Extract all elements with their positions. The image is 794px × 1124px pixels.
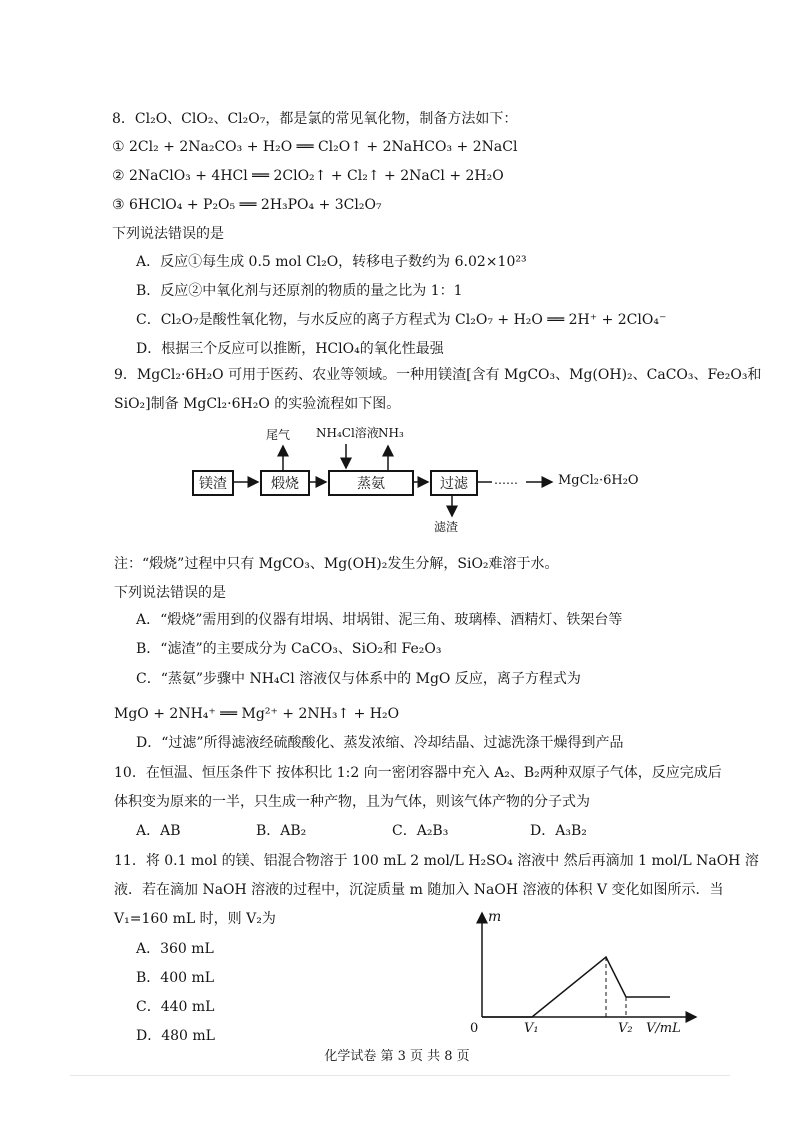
flow-box-ammonia-steaming: 蒸氨: [328, 470, 414, 496]
q9-stem-line-1: 9．MgCl₂·6H₂O 可用于医药、农业等领域。一种用镁渣[含有 MgCO₃、Mg(OH)₂、CaCO₃、Fe₂O₃和: [114, 367, 762, 383]
page-footer: 化学试卷 第 3 页 共 8 页: [324, 1049, 470, 1064]
q11-option-c: C．440 mL: [136, 999, 215, 1015]
q9-option-b: B．“滤渣”的主要成分为 CaCO₃、SiO₂和 Fe₂O₃: [136, 641, 442, 657]
q10-option-a: A．AB: [136, 823, 181, 839]
q8-option-b: B．反应②中氧化剂与还原剂的物质的量之比为 1：1: [136, 283, 463, 299]
q9-question: 下列说法错误的是: [114, 585, 226, 601]
q10-stem-line-2: 体积变为原来的一半，只生成一种产物，且为气体，则该气体产物的分子式为: [114, 794, 590, 810]
flow-box-filtration: 过滤: [430, 470, 478, 496]
flow-label-tail-gas: 尾气: [266, 428, 291, 442]
q11-stem-line-1: 11．将 0.1 mol 的镁、铝混合物溶于 100 mL 2 mol/L H₂SO₄ 溶液中 然后再滴加 1 mol/L NaOH 溶: [114, 853, 759, 869]
q8-option-d: D．根据三个反应可以推断，HClO₄的氧化性最强: [136, 341, 444, 357]
q11-stem-line-3: V₁=160 mL 时，则 V₂为: [114, 911, 276, 927]
graph-x-unit: V/mL: [646, 1021, 681, 1036]
flow-label-dots: ……: [494, 473, 518, 487]
q11-option-b: B．400 mL: [136, 970, 215, 986]
q10-option-c: C．A₂B₃: [392, 823, 449, 839]
graph-y-label: m: [488, 909, 502, 925]
flow-label-nh3: NH₃: [378, 426, 404, 440]
q9-stem-line-2: SiO₂]制备 MgCl₂·6H₂O 的实验流程如下图。: [114, 396, 401, 412]
flow-label-product: MgCl₂·6H₂O: [558, 473, 639, 488]
graph-axes: [460, 905, 710, 1040]
flow-label-nh4cl: NH₄Cl溶液: [316, 426, 379, 440]
q11-stem-line-2: 液．若在滴加 NaOH 溶液的过程中，沉淀质量 m 随加入 NaOH 溶液的体积 V 变化如图所示．当: [114, 882, 724, 898]
q11-graph: [460, 905, 710, 1040]
q8-reaction-2: ② 2NaClO₃ + 4HCl ══ 2ClO₂↑ + Cl₂↑ + 2NaCl + 2H₂O: [112, 168, 504, 184]
q11-option-d: D．480 mL: [136, 1028, 215, 1044]
flow-box-calcination: 煅烧: [260, 470, 310, 496]
q10-option-b: B．AB₂: [256, 823, 307, 839]
graph-v1-label: V₁: [524, 1021, 539, 1036]
q8-reaction-3: ③ 6HClO₄ + P₂O₅ ══ 2H₃PO₄ + 3Cl₂O₇: [112, 197, 382, 213]
q8-reaction-1: ① 2Cl₂ + 2Na₂CO₃ + H₂O ══ Cl₂O↑ + 2NaHCO₃ + 2NaCl: [112, 139, 518, 155]
graph-origin-label: 0: [470, 1021, 479, 1036]
graph-v2-label: V₂: [618, 1021, 633, 1036]
q8-stem: 8．Cl₂O、ClO₂、Cl₂O₇，都是氯的常见氧化物，制备方法如下：: [112, 111, 518, 127]
q9-option-c-line-1: C．“蒸氨”步骤中 NH₄Cl 溶液仅与体系中的 MgO 反应，离子方程式为: [136, 671, 581, 687]
q10-stem-line-1: 10．在恒温、恒压条件下 按体积比 1:2 向一密闭容器中充入 A₂、B₂两种双原子气体，反应完成后: [114, 765, 722, 781]
footer-divider: [70, 1075, 730, 1076]
q8-question: 下列说法错误的是: [112, 226, 224, 242]
q9-option-a: A．“煅烧”需用到的仪器有坩埚、坩埚钳、泥三角、玻璃棒、酒精灯、铁架台等: [136, 612, 623, 628]
flow-label-residue: 滤渣: [434, 520, 459, 534]
q10-option-d: D．A₃B₂: [530, 823, 587, 839]
graph-curve: [482, 957, 670, 1017]
q8-option-a: A．反应①每生成 0.5 mol Cl₂O，转移电子数约为 6.02×10²³: [136, 254, 527, 270]
q11-option-a: A．360 mL: [136, 941, 214, 957]
q9-flowchart: [180, 420, 660, 540]
q9-option-d: D．“过滤”所得滤液经硫酸酸化、蒸发浓缩、冷却结晶、过滤洗涤干燥得到产品: [136, 735, 624, 751]
q9-option-c-equation: MgO + 2NH₄⁺ ══ Mg²⁺ + 2NH₃↑ + H₂O: [114, 706, 400, 722]
q9-note: 注：“煅烧”过程中只有 MgCO₃、Mg(OH)₂发生分解，SiO₂难溶于水。: [114, 556, 559, 572]
flow-box-magnesium-slag: 镁渣: [192, 470, 234, 496]
q8-option-c: C．Cl₂O₇是酸性氧化物，与水反应的离子方程式为 Cl₂O₇ + H₂O ══ 2H⁺ + 2ClO₄⁻: [136, 312, 667, 328]
